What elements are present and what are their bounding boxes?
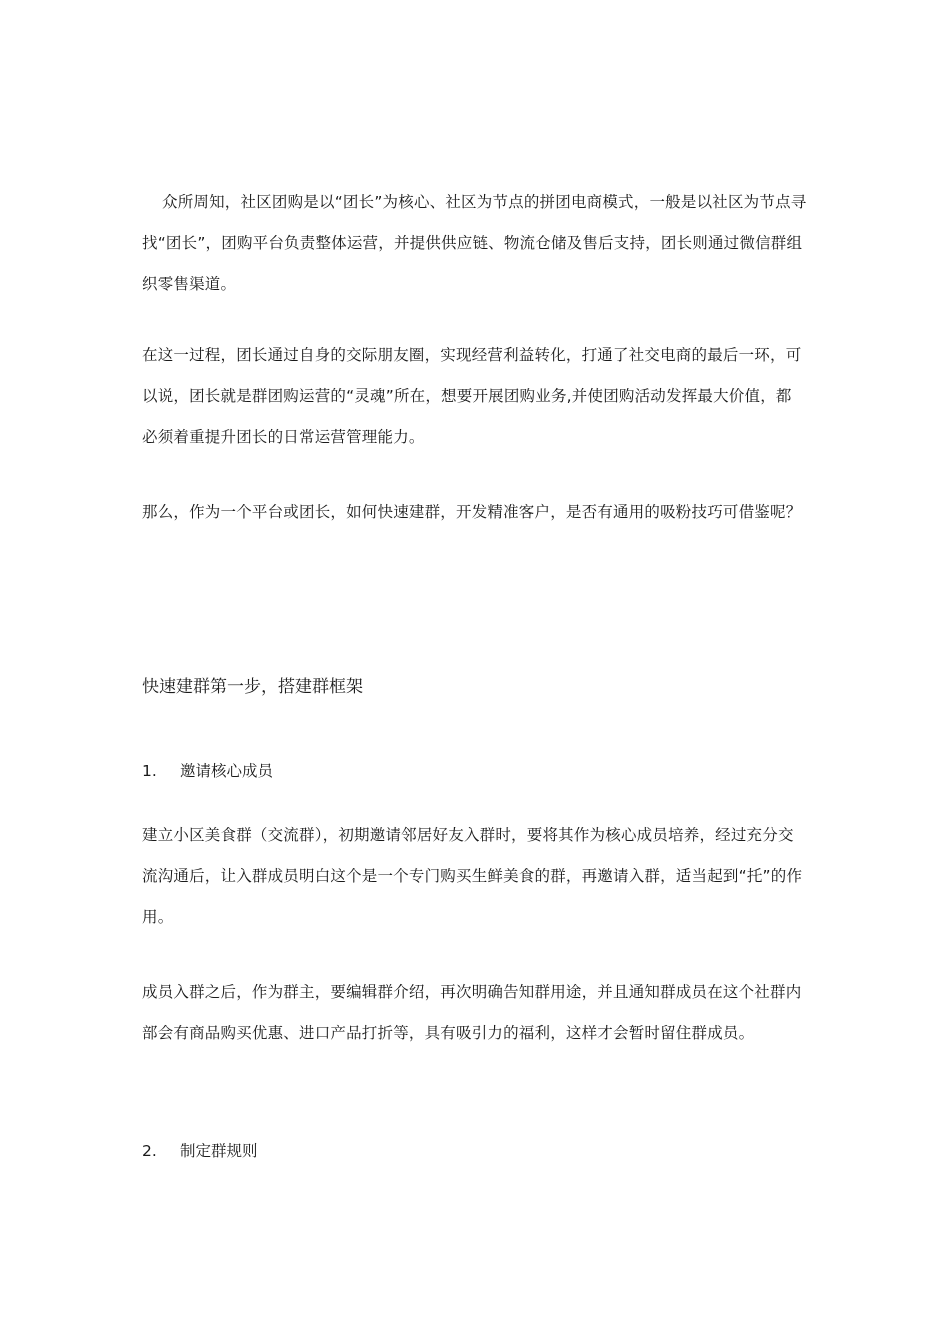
body-paragraph-core-members: 建立小区美食群（交流群），初期邀请邻居好友入群时，要将其作为核心成员培养，经过充分交流沟通后，让入群成员明白这个是一个专门购买生鲜美食的群，再邀请入群，适当起到“托”的作用。 [142,826,803,926]
list-item-2 [142,1136,258,1166]
list-item-1 [142,756,273,786]
list-number: 2. [142,1142,157,1160]
list-text: 制定群规则 [180,1142,258,1160]
intro-paragraph: 众所周知，社区团购是以“团长”为核心、社区为节点的拼团电商模式，一般是以社区为节点寻找“团长”，团购平台负责整体运营，并提供供应链、物流仓储及售后支持，团长则通过微信群组织零售渠道。 [142,193,807,293]
list-number: 1. [142,762,157,780]
body-paragraph-question: 那么，作为一个平台或团长，如何快速建群，开发精准客户，是否有通用的吸粉技巧可借鉴呢？ [142,503,802,521]
body-paragraph-group-intro: 成员入群之后，作为群主，要编辑群介绍，再次明确告知群用途，并且通知群成员在这个社群内部会有商品购买优惠、进口产品打折等，具有吸引力的福利，这样才会暂时留住群成员。 [142,983,802,1042]
body-paragraph-process: 在这一过程，团长通过自身的交际朋友圈，实现经营利益转化，打通了社交电商的最后一环，可以说，团长就是群团购运营的“灵魂”所在，想要开展团购业务,并使团购活动发挥最大价值，都必须着重提升团长的日常运营管理能力。 [142,346,802,446]
list-text: 邀请核心成员 [180,762,274,780]
section-heading: 快速建群第一步，搭建群框架 [142,677,363,697]
